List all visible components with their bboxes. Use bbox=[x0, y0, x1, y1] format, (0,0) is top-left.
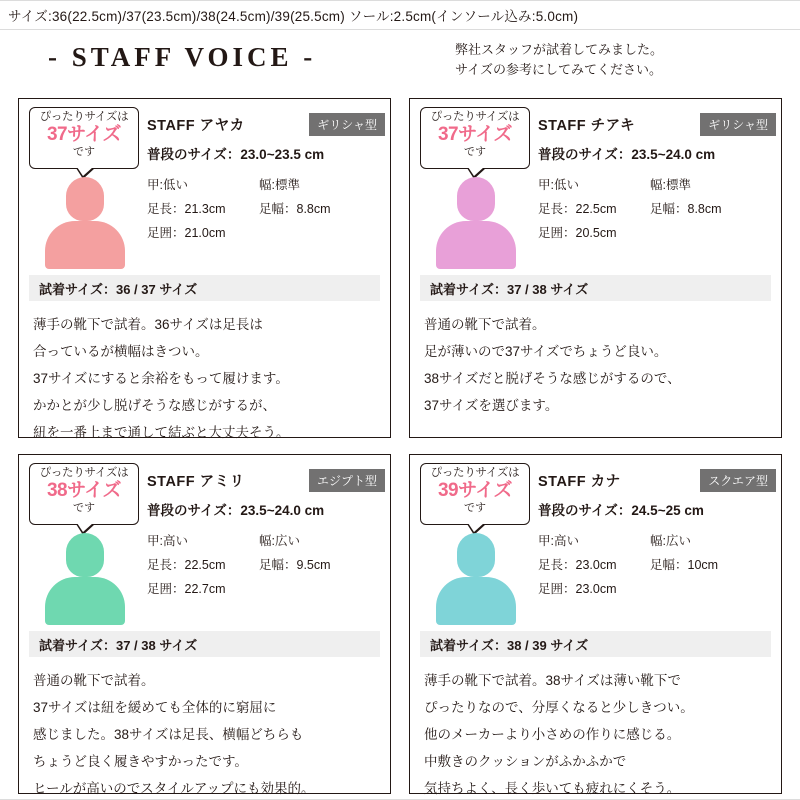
foot-spec-list bbox=[538, 173, 776, 245]
comment-line: 感じました。38サイズは足長、横幅どちらも bbox=[33, 727, 304, 742]
comment-line: 37サイズは紐を緩めても全体的に窮屈に bbox=[33, 700, 277, 715]
comment-line: 普通の靴下で試着。 bbox=[424, 317, 546, 332]
comment-line: 足が薄いので37サイズでちょうど良い。 bbox=[424, 344, 668, 359]
staff-silhouette-icon bbox=[45, 533, 125, 625]
usual-size: 普段のサイズ：24.5~25 cm bbox=[538, 503, 704, 518]
fit-size-bubble bbox=[29, 463, 139, 525]
comment-line: 薄手の靴下で試着。36サイズは足長は bbox=[33, 317, 263, 332]
instep-label: 甲:高い bbox=[147, 534, 188, 548]
comment-line: 他のメーカーより小さめの作りに感じる。 bbox=[424, 727, 681, 742]
bubble-bottom-label: です bbox=[464, 146, 486, 158]
staff-card bbox=[409, 98, 782, 438]
staff-card bbox=[18, 98, 391, 438]
bubble-top-label: ぴったりサイズは bbox=[430, 111, 520, 123]
tried-size-band bbox=[29, 631, 380, 657]
bubble-bottom-label: です bbox=[73, 146, 95, 158]
staff-info bbox=[538, 469, 776, 601]
foot-width: 足幅：10cm bbox=[650, 558, 719, 572]
foot-type-tag: ギリシャ型 bbox=[700, 113, 776, 136]
tried-size-band bbox=[420, 275, 771, 301]
staff-card bbox=[18, 454, 391, 794]
staff-name: STAFF アヤカ bbox=[147, 117, 245, 134]
comment-line: 普通の靴下で試着。 bbox=[33, 673, 155, 688]
bubble-bottom-label: です bbox=[73, 502, 95, 514]
staff-silhouette-icon bbox=[436, 533, 516, 625]
tried-size-band bbox=[420, 631, 771, 657]
staff-name-row bbox=[538, 469, 776, 491]
tried-size-band bbox=[29, 275, 380, 301]
foot-length: 足長：22.5cm bbox=[147, 558, 226, 572]
staff-card-grid bbox=[18, 98, 782, 794]
bubble-top-label: ぴったりサイズは bbox=[39, 467, 129, 479]
foot-length: 足長：22.5cm bbox=[538, 202, 617, 216]
width-label: 幅:広い bbox=[259, 534, 300, 548]
width-label: 幅:標準 bbox=[259, 178, 300, 192]
bubble-top-label: ぴったりサイズは bbox=[430, 467, 520, 479]
comment-line: ちょうど良く履きやすかったです。 bbox=[33, 754, 248, 769]
bubble-size-value: 37サイズ bbox=[437, 124, 513, 145]
staff-comment bbox=[33, 311, 378, 446]
foot-spec-list bbox=[147, 529, 385, 601]
comment-line: ぴったりなので、分厚くなると少しきつい。 bbox=[424, 700, 694, 715]
comment-line: 薄手の靴下で試着。38サイズは薄い靴下で bbox=[424, 673, 681, 688]
header-note-line2: サイズの参考にしてみてください。 bbox=[455, 62, 662, 78]
staff-card bbox=[409, 454, 782, 794]
staff-silhouette-icon bbox=[45, 177, 125, 269]
usual-size: 普段のサイズ：23.5~24.0 cm bbox=[147, 503, 325, 518]
bubble-size-value: 37サイズ bbox=[46, 124, 122, 145]
bubble-size-value: 39サイズ bbox=[437, 480, 513, 501]
staff-info bbox=[147, 469, 385, 601]
bubble-bottom-label: です bbox=[464, 502, 486, 514]
staff-name-row bbox=[147, 113, 385, 135]
foot-width: 足幅：8.8cm bbox=[259, 202, 331, 216]
fit-size-bubble bbox=[420, 463, 530, 525]
staff-comment bbox=[424, 311, 769, 419]
staff-name-row bbox=[147, 469, 385, 491]
staff-comment bbox=[424, 667, 769, 800]
foot-circumference: 足囲：23.0cm bbox=[538, 582, 617, 596]
foot-length: 足長：21.3cm bbox=[147, 202, 226, 216]
staff-info bbox=[147, 113, 385, 245]
comment-line: かかとが少し脱げそうな感じがするが、 bbox=[33, 398, 276, 413]
tried-size-text: 試着サイズ：38 / 39 サイズ bbox=[430, 637, 589, 653]
size-spec-text: サイズ:36(22.5cm)/37(23.5cm)/38(24.5cm)/39(25.5cm) ソール:2.5cm(インソール込み:5.0cm) bbox=[8, 9, 579, 24]
tried-size-text: 試着サイズ：36 / 37 サイズ bbox=[39, 281, 198, 297]
foot-type-tag: スクエア型 bbox=[700, 469, 776, 492]
bubble-top-label: ぴったりサイズは bbox=[39, 111, 129, 123]
staff-name-row bbox=[538, 113, 776, 135]
staff-name: STAFF アミリ bbox=[147, 473, 245, 490]
comment-line: 合っているが横幅はきつい。 bbox=[33, 344, 209, 359]
usual-size: 普段のサイズ：23.0~23.5 cm bbox=[147, 147, 325, 162]
width-label: 幅:標準 bbox=[650, 178, 691, 192]
tried-size-text: 試着サイズ：37 / 38 サイズ bbox=[430, 281, 589, 297]
foot-type-tag: ギリシャ型 bbox=[309, 113, 385, 136]
instep-label: 甲:高い bbox=[538, 534, 579, 548]
foot-circumference: 足囲：21.0cm bbox=[147, 226, 226, 240]
comment-line: 紐を一番上まで通して結ぶと大丈夫そう。 bbox=[33, 425, 290, 440]
size-spec-bar bbox=[0, 0, 800, 30]
comment-line: 37サイズを選びます。 bbox=[424, 398, 559, 413]
foot-circumference: 足囲：20.5cm bbox=[538, 226, 617, 240]
instep-label: 甲:低い bbox=[538, 178, 579, 192]
staff-name: STAFF カナ bbox=[538, 473, 621, 490]
comment-line: 気持ちよく、長く歩いても疲れにくそう。 bbox=[424, 781, 681, 796]
instep-label: 甲:低い bbox=[147, 178, 188, 192]
foot-type-tag: エジプト型 bbox=[309, 469, 385, 492]
header-note bbox=[455, 40, 663, 80]
usual-size: 普段のサイズ：23.5~24.0 cm bbox=[538, 147, 716, 162]
staff-info bbox=[538, 113, 776, 245]
comment-line: 中敷きのクッションがふかふかで bbox=[424, 754, 627, 769]
foot-width: 足幅：8.8cm bbox=[650, 202, 722, 216]
bubble-size-value: 38サイズ bbox=[46, 480, 122, 501]
staff-silhouette-icon bbox=[436, 177, 516, 269]
page-header bbox=[0, 30, 800, 94]
comment-line: 37サイズにすると余裕をもって履けます。 bbox=[33, 371, 289, 386]
fit-size-bubble bbox=[420, 107, 530, 169]
foot-width: 足幅：9.5cm bbox=[259, 558, 331, 572]
width-label: 幅:広い bbox=[650, 534, 691, 548]
foot-spec-list bbox=[147, 173, 385, 245]
comment-line: ヒールが高いのでスタイルアップにも効果的。 bbox=[33, 781, 315, 796]
foot-spec-list bbox=[538, 529, 776, 601]
foot-length: 足長：23.0cm bbox=[538, 558, 617, 572]
header-note-line1: 弊社スタッフが試着してみました。 bbox=[455, 42, 664, 57]
tried-size-text: 試着サイズ：37 / 38 サイズ bbox=[39, 637, 198, 653]
staff-comment bbox=[33, 667, 378, 800]
foot-circumference: 足囲：22.7cm bbox=[147, 582, 226, 596]
page-title: - STAFF VOICE - bbox=[48, 42, 317, 72]
comment-line: 38サイズだと脱げそうな感じがするので、 bbox=[424, 371, 681, 386]
fit-size-bubble bbox=[29, 107, 139, 169]
staff-name: STAFF チアキ bbox=[538, 117, 636, 134]
